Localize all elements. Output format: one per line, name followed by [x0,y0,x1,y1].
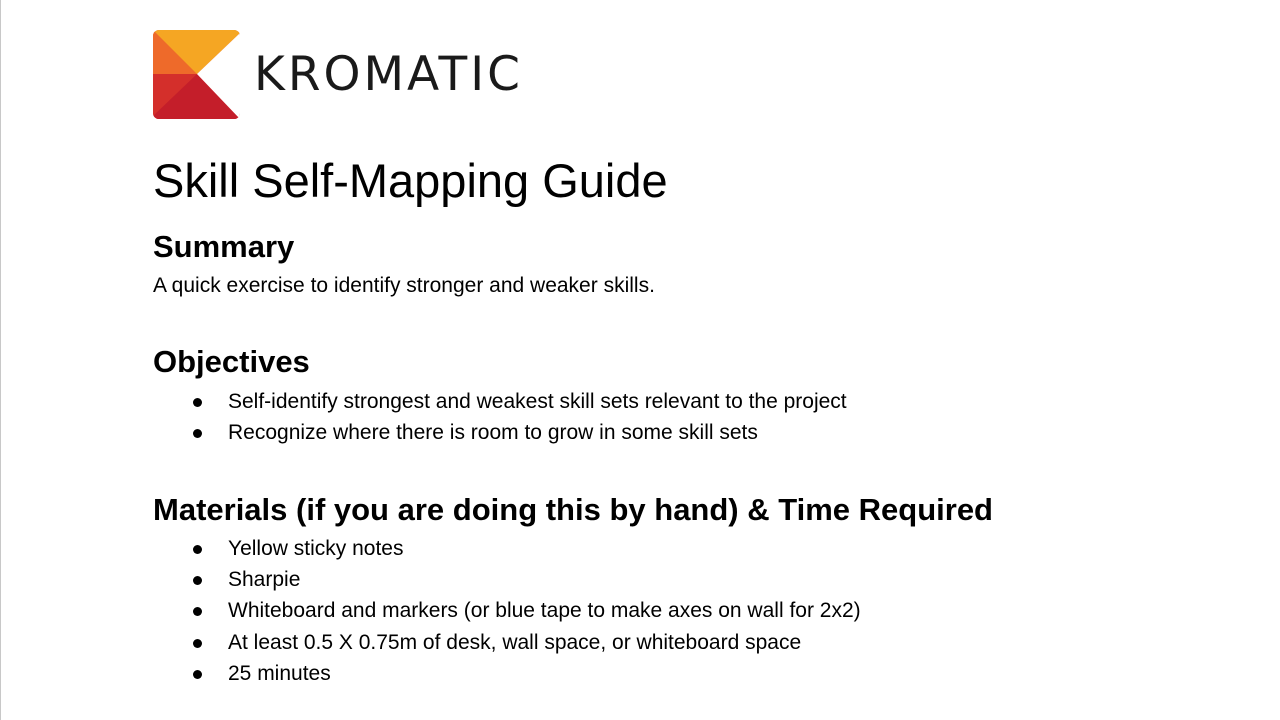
materials-list [153,533,861,689]
bullet-icon [193,607,202,616]
bullet-icon [193,639,202,648]
bullet-icon [193,670,202,679]
bullet-icon [193,576,202,585]
list-item-text: At least 0.5 X 0.75m of desk, wall space, or whiteboard space [228,630,802,654]
summary-text: A quick exercise to identify stronger and weaker skills. [153,274,655,297]
logo-wordmark: KROMATIC [254,47,523,102]
list-item-text: Yellow sticky notes [228,537,404,560]
kromatic-logo [153,30,523,119]
materials-heading: Materials (if you are doing this by hand) & Time Required [153,492,993,527]
list-item [153,595,861,626]
list-item-text: Whiteboard and markers (or blue tape to make axes on wall for 2x2) [228,599,861,623]
page-title: Skill Self-Mapping Guide [153,154,668,207]
bullet-icon [193,545,202,554]
objectives-list [153,386,847,448]
bullet-icon [193,429,202,438]
bullet-icon [193,398,202,407]
list-item [153,533,861,564]
list-item-text: Recognize where there is room to grow in some skill sets [228,421,758,445]
list-item [153,627,861,658]
list-item-text: Sharpie [228,568,301,592]
page-edge [0,0,1,720]
list-item-text: 25 minutes [228,661,331,685]
list-item [153,564,861,595]
list-item [153,658,861,689]
objectives-heading: Objectives [153,344,310,379]
summary-heading: Summary [153,229,295,264]
list-item [153,386,847,417]
list-item [153,417,847,448]
list-item-text: Self-identify strongest and weakest skill sets relevant to the project [228,390,847,413]
kromatic-logo-icon [153,30,240,119]
